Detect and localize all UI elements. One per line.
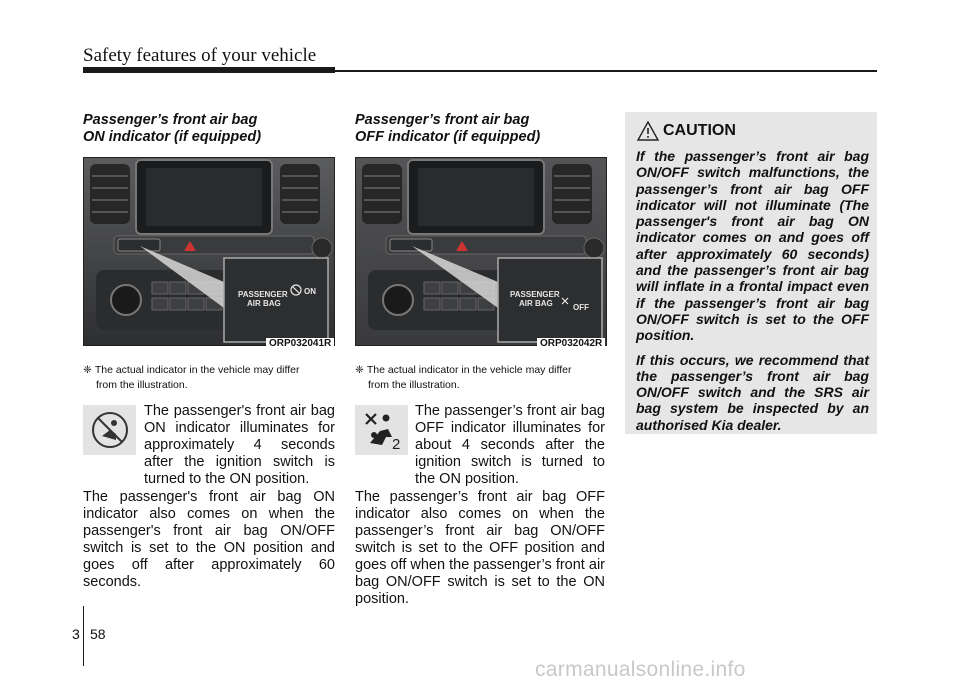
left-icon-text: The passenger's front air bag ON indicator illuminates for approximately 4 seconds after the ignition switch is turned to the ON position. [144,403,335,487]
figure-label-top: PASSENGER [510,290,560,299]
left-body-text: The passenger's front air bag ON indicator also comes on when the passenger's front air bag ON/OFF switch is set to the ON position and goes off after approximately 60 seconds. [83,489,335,590]
warning-triangle-icon [637,121,659,141]
note-mark: ❈ [83,364,92,376]
section-number: 3 [72,626,80,642]
figure-label-bottom: AIR BAG [247,299,281,308]
figure-code-left: ORP032041R [266,338,334,350]
figure-status: ON [304,287,316,296]
caution-box [625,112,877,434]
figure-label-top: PASSENGER [238,290,288,299]
icon-number: 2 [391,436,400,451]
middle-heading-line1: Passenger’s front air bag [355,112,530,128]
caution-title: CAUTION [663,122,736,139]
watermark: carmanualsonline.info [535,658,746,681]
header-bar [83,67,335,73]
figure-label-bottom: AIR BAG [519,299,553,308]
note-line1: The actual indicator in the vehicle may differ [366,364,572,376]
middle-illustration-note [355,363,607,393]
footer-divider [83,606,84,666]
note-line2: from the illustration. [368,379,460,391]
figure-off-indicator [355,157,607,346]
note-mark: ❈ [355,364,364,376]
middle-body-text: The passenger’s front air bag OFF indicator also comes on when the passenger’s front air bag ON/OFF switch is set to the OFF position and goes off when the passenger’s front air bag ON/OFF switch is set to the ON position. [355,489,605,607]
middle-heading-line2: OFF indicator (if equipped) [355,129,541,145]
left-illustration-note [83,363,335,393]
caution-paragraph-1: If the passenger’s front air bag ON/OFF switch malfunctions, the passenger’s front air bag OFF indicator will not illuminate (The passenger's front air bag ON indicator comes on and goes off after approximately 60 seconds) and the passenger’s front air bag will inflate in a frontal impact even if the passenger’s front air bag ON/OFF switch is set to the OFF position. [636,148,869,344]
page-number: 58 [90,626,106,642]
header-rule [335,70,877,72]
note-line1: The actual indicator in the vehicle may differ [94,364,300,376]
left-heading-line2: ON indicator (if equipped) [83,129,262,145]
left-heading [83,112,333,146]
note-line2: from the illustration. [96,379,188,391]
airbag-on-indicator-icon [83,405,136,455]
page-header-title: Safety features of your vehicle [83,45,317,66]
figure-code-middle: ORP032042R [537,338,605,350]
middle-icon-text: The passenger’s front air bag OFF indicator illuminates for about 4 seconds after the ignition switch is turned to the ON position. [415,403,605,487]
left-heading-line1: Passenger’s front air bag [83,112,258,128]
caution-paragraph-2: If this occurs, we recommend that the passenger’s front air bag ON/OFF switch and the SRS air bag system be inspected by an authorised Kia dealer. [636,351,869,433]
airbag-off-indicator-icon [355,405,408,455]
caution-text [636,148,869,441]
middle-heading [355,112,605,146]
figure-on-indicator [83,157,335,346]
figure-status: OFF [573,303,589,312]
